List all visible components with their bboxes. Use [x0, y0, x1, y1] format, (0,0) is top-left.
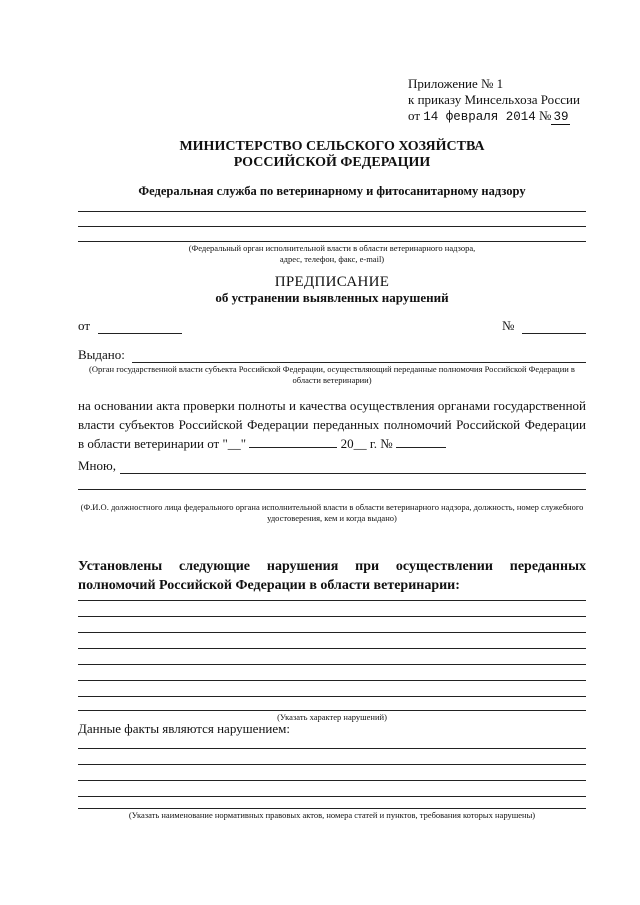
date-field[interactable] — [98, 333, 182, 334]
issued-note — [78, 364, 586, 386]
violations-line-3[interactable] — [78, 632, 586, 633]
violations-line-6[interactable] — [78, 680, 586, 681]
ministry-line2: РОССИЙСКОЙ ФЕДЕРАЦИИ — [233, 155, 431, 170]
by-me-field-2[interactable] — [78, 489, 586, 490]
appendix-line3 — [408, 108, 580, 125]
appendix-block — [408, 76, 580, 125]
date-from-label: от — [78, 318, 91, 333]
violations-heading: Установлены следующие нарушения при осуществлении переданных полномочий Российской Федерации в области ветеринарии: — [78, 559, 586, 593]
violations-line-1[interactable] — [78, 600, 586, 601]
document-subtitle: об устранении выявленных нарушений — [215, 290, 449, 305]
by-me-note — [78, 502, 586, 524]
violations-line-2[interactable] — [78, 616, 586, 617]
appendix-number: 39 — [553, 110, 569, 124]
basis-year-text: 20__ г. № — [340, 436, 393, 451]
document-title: ПРЕДПИСАНИЕ — [274, 274, 390, 290]
facts-note: (Указать наименование нормативных правовых актов, номера статей и пунктов, требования которых нарушены) — [128, 810, 536, 820]
by-me-note-line1: (Ф.И.О. должностного лица федерального органа исполнительной власти в области ветеринарного надзора, должность, номер служебного — [80, 502, 584, 512]
organ-line-2 — [78, 226, 586, 227]
violations-line-4[interactable] — [78, 648, 586, 649]
basis-number-field[interactable] — [396, 435, 446, 448]
ministry-title — [78, 139, 586, 171]
violations-line-5[interactable] — [78, 664, 586, 665]
issued-note-line2: области ветеринарии) — [292, 375, 372, 385]
appendix-from-label: от — [408, 108, 421, 123]
violations-line-7[interactable] — [78, 696, 586, 697]
issued-note-line1: (Орган государственной власти субъекта Российской Федерации, осуществляющий переданные полномочия Российской Федерации в — [89, 364, 575, 374]
facts-label: Данные факты являются нарушением: — [78, 721, 290, 736]
by-me-label: Мною, — [78, 458, 116, 473]
appendix-date: 14 февраля 2014 — [423, 110, 536, 124]
organ-line-1 — [78, 211, 586, 212]
appendix-line2: к приказу Минсельхоза России — [408, 92, 580, 107]
issued-field[interactable] — [132, 362, 586, 363]
organ-note-line2: адрес, телефон, факс, e-mail) — [279, 254, 385, 264]
facts-line-2[interactable] — [78, 764, 586, 765]
basis-text: на основании акта проверки полноты и качества осуществления органами государственной власти субъектов Российской Федерации переданных полномочий Российской Федерации в области ветеринарии от "__" — [78, 398, 586, 451]
organ-note-line1: (Федеральный орган исполнительной власти в области ветеринарного надзора, — [188, 243, 476, 253]
facts-line-4[interactable] — [78, 796, 586, 797]
appendix-line1: Приложение № 1 — [408, 76, 504, 91]
ministry-line1: МИНИСТЕРСТВО СЕЛЬСКОГО ХОЗЯЙСТВА — [179, 139, 485, 154]
number-field[interactable] — [522, 333, 586, 334]
facts-line-1[interactable] — [78, 748, 586, 749]
facts-line-3[interactable] — [78, 780, 586, 781]
organ-line-3 — [78, 241, 586, 242]
violations-note: (Указать характер нарушений) — [277, 712, 387, 722]
violations-line-8[interactable] — [78, 710, 586, 711]
organ-note — [78, 243, 586, 265]
by-me-field-1[interactable] — [120, 473, 586, 474]
number-label: № — [502, 318, 515, 333]
basis-date-field[interactable] — [249, 435, 337, 448]
by-me-note-line2: удостоверения, кем и когда выдано) — [267, 513, 397, 523]
issued-label: Выдано: — [78, 347, 125, 362]
basis-paragraph — [78, 396, 586, 453]
facts-line-5[interactable] — [78, 808, 586, 809]
appendix-number-label: № — [539, 108, 552, 123]
service-name: Федеральная служба по ветеринарному и фитосанитарному надзору — [138, 184, 526, 198]
